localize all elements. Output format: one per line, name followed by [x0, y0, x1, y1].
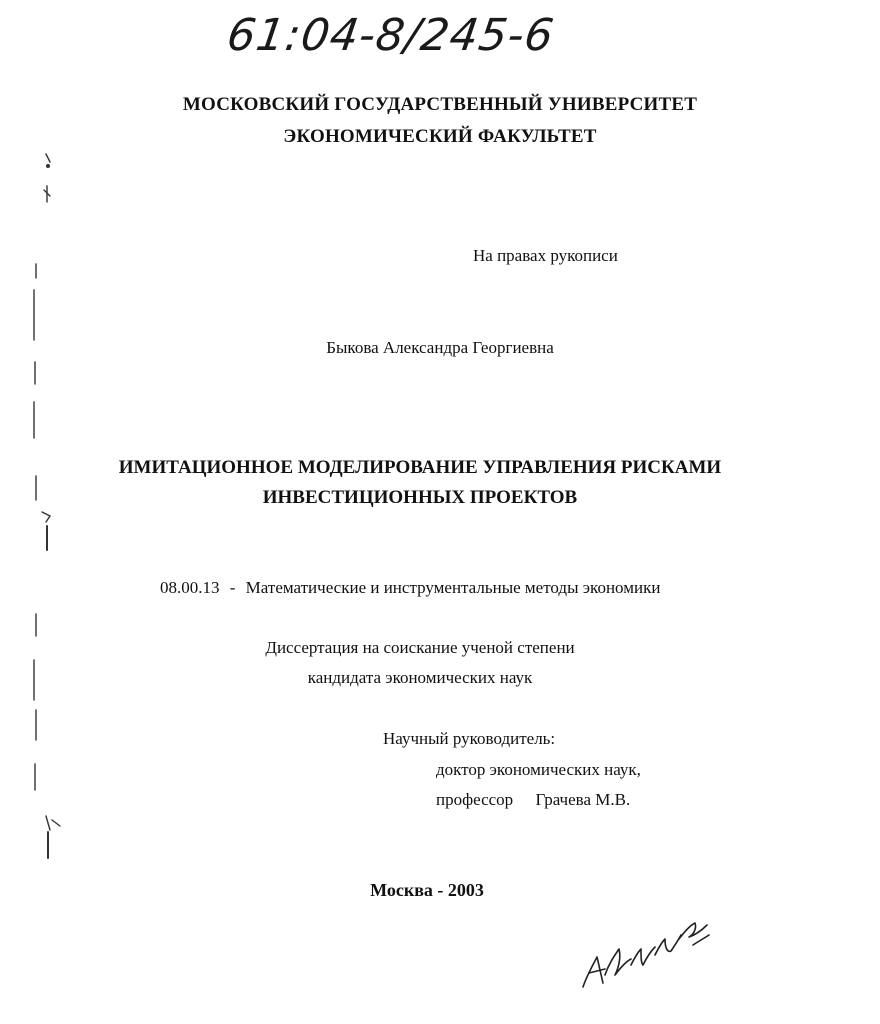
author-name: Быкова Александра Георгиевна — [326, 338, 554, 357]
university-name: МОСКОВСКИЙ ГОСУДАРСТВЕННЫЙ УНИВЕРСИТЕТ — [182, 94, 698, 115]
archive-code-text: 61:04-8/245-6 — [223, 10, 558, 61]
archive-code — [223, 4, 558, 74]
supervisor — [436, 790, 630, 810]
degree-line-1: Диссертация на соискание ученой степени — [265, 638, 575, 657]
specialty — [160, 578, 660, 598]
supervisor-degree: доктор экономических наук, — [436, 760, 641, 779]
signature-image — [575, 905, 715, 1000]
faculty-name: ЭКОНОМИЧЕСКИЙ ФАКУЛЬТЕТ — [283, 126, 597, 147]
specialty-name: Математические и инструментальные методы экономики — [245, 578, 661, 597]
specialty-separator: - — [229, 578, 236, 597]
supervisor-name: Грачева М.В. — [535, 790, 631, 809]
thesis-title-line-2: ИНВЕСТИЦИОННЫХ ПРОЕКТОВ — [262, 487, 578, 508]
supervisor-title: профессор — [436, 790, 514, 809]
thesis-title-line-1: ИМИТАЦИОННОЕ МОДЕЛИРОВАНИЕ УПРАВЛЕНИЯ РИСКАМИ — [118, 457, 722, 478]
specialty-code: 08.00.13 — [160, 578, 220, 597]
scan-margin-marks — [0, 140, 70, 880]
city-year: Москва - 2003 — [370, 880, 484, 900]
supervisor-label: Научный руководитель: — [383, 729, 556, 748]
manuscript-rights: На правах рукописи — [473, 246, 618, 265]
degree-line-2: кандидата экономических наук — [307, 668, 533, 687]
